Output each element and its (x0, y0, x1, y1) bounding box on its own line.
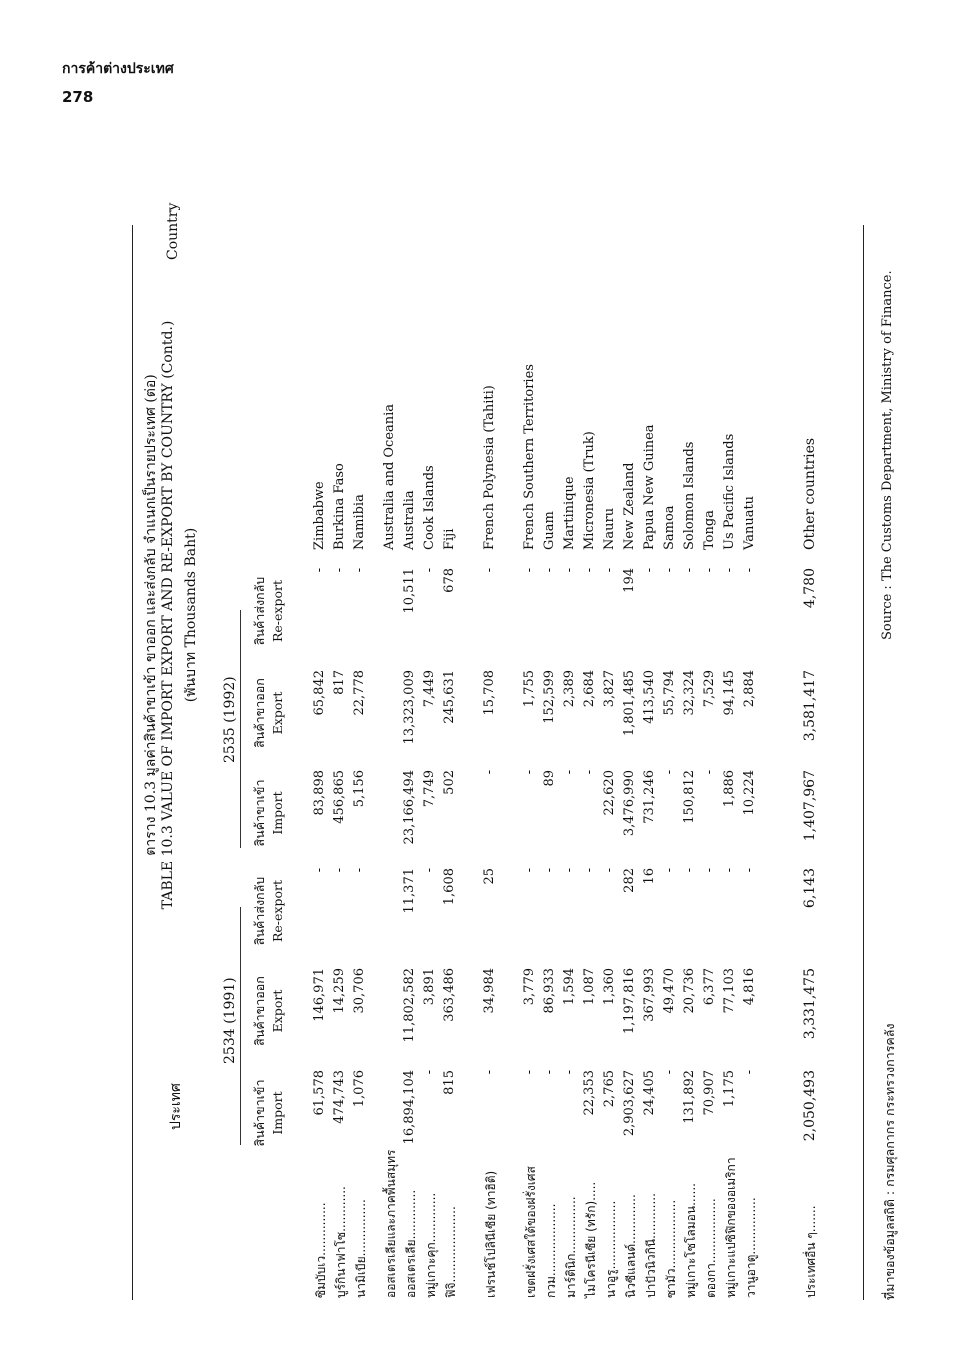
source-thai: ที่มาของข้อมูลสถิติ : กรมศุลกากร กระทรวงการคลัง (882, 1023, 897, 1300)
row-country-thai: ประเทศอื่น ๆ....... (804, 1205, 818, 1298)
row-value: 474,743 (332, 1070, 347, 1124)
row-value: 1,407,967 (802, 770, 818, 842)
row-value: 413,540 (642, 670, 657, 724)
row-country-english: Cook Islands (422, 465, 437, 550)
row-value: - (642, 568, 657, 573)
year-rule-1991 (240, 907, 241, 1145)
row-value: - (682, 568, 697, 573)
row-value: - (582, 770, 597, 775)
row-value: 282 (622, 868, 637, 893)
row-country-thai: หมู่เกาะคุก............. (424, 1192, 438, 1298)
row-value: 4,780 (802, 568, 818, 609)
row-value: - (662, 770, 677, 775)
row-value: 14,259 (332, 968, 347, 1014)
page-header-title: การค้าต่างประเทศ (62, 61, 174, 77)
row-value: 23,166,494 (402, 770, 417, 845)
row-value: - (422, 868, 437, 873)
row-value: 815 (442, 1070, 457, 1095)
row-country-english: Namibia (352, 494, 367, 550)
row-country-english: Australia (402, 490, 417, 550)
row-value: - (522, 568, 537, 573)
table-caption-english: TABLE 10.3 VALUE OF IMPORT EXPORT AND RE-EXPORT BY COUNTRY (Contd.) (160, 320, 176, 910)
row-country-english: Solomon Islands (682, 441, 697, 550)
row-country-english: French Southern Territories (522, 364, 537, 550)
row-country-thai: ตองกา................. (704, 1198, 718, 1298)
row-value: 49,470 (662, 968, 677, 1014)
row-value: 34,984 (482, 968, 497, 1014)
row-value: 10,511 (402, 568, 417, 614)
table-row (442, 0, 462, 1300)
row-value: - (522, 770, 537, 775)
row-value: 194 (622, 568, 637, 593)
row-country-english: Tonga (702, 510, 717, 550)
row-value: 456,865 (332, 770, 347, 824)
row-value: 1,087 (582, 968, 597, 1006)
row-value: 502 (442, 770, 457, 795)
row-country-thai: นิวซีแลนด์............. (624, 1194, 638, 1298)
row-value: 678 (442, 568, 457, 593)
row-value: 367,993 (642, 968, 657, 1022)
row-value: 2,884 (742, 670, 757, 708)
table-row (312, 0, 332, 1300)
row-value: 731,246 (642, 770, 657, 824)
row-value: 1,076 (352, 1070, 367, 1108)
row-country-english: Guam (542, 511, 557, 550)
row-value: 15,708 (482, 670, 497, 716)
row-value: 86,933 (542, 968, 557, 1014)
column-header-english: Export (270, 989, 285, 1033)
year-header-1992: 2535 (1992) (222, 676, 238, 763)
country-header-thai: ประเทศ (168, 1083, 184, 1130)
row-country-thai: ออสเตรเลียและภาคพื้นสมุทร (384, 1149, 398, 1298)
row-value: 1,360 (602, 968, 617, 1006)
row-value: 146,971 (312, 968, 327, 1022)
table-row (402, 0, 422, 1300)
row-value: 1,886 (722, 770, 737, 808)
row-value: 24,405 (642, 1070, 657, 1116)
column-header-thai: สินค้าขาออก (252, 976, 267, 1046)
row-value: - (582, 568, 597, 573)
row-value: - (662, 868, 677, 873)
page-number: 278 (62, 88, 94, 106)
row-value: - (722, 568, 737, 573)
row-value: - (352, 868, 367, 873)
row-value: 6,143 (802, 868, 818, 909)
table-row (422, 0, 442, 1300)
row-country-english: Samoa (662, 505, 677, 550)
row-value: - (422, 568, 437, 573)
row-value: 245,631 (442, 670, 457, 724)
row-value: - (702, 868, 717, 873)
column-header-thai: สินค้าขาเข้า (252, 1079, 267, 1147)
column-header (250, 768, 285, 858)
row-country-english: Nauru (602, 507, 617, 550)
row-value: 7,449 (422, 670, 437, 708)
row-country-english: Burkina Faso (332, 463, 347, 550)
table-row (582, 0, 602, 1300)
row-value: - (662, 1070, 677, 1075)
row-value: 1,608 (442, 868, 457, 906)
table-row (742, 0, 762, 1300)
row-country-english: Papua New Guinea (642, 424, 657, 550)
row-value: 150,812 (682, 770, 697, 824)
row-country-english: Zimbabwe (312, 481, 327, 550)
row-country-thai: วานูอาตู............... (744, 1197, 758, 1298)
table-row (562, 0, 582, 1300)
table-bottom-rule (863, 225, 864, 1300)
row-value: 22,620 (602, 770, 617, 816)
row-value: - (482, 770, 497, 775)
row-value: 10,224 (742, 770, 757, 816)
row-value: 55,794 (662, 670, 677, 716)
row-country-thai: นามิเบีย............... (354, 1199, 368, 1298)
row-value: 2,765 (602, 1070, 617, 1108)
table-row (522, 0, 542, 1300)
source-english: Source : The Customs Department, Ministry of Finance. (880, 270, 895, 640)
row-country-thai: มาร์ตินิก............... (564, 1196, 578, 1298)
row-value: 22,353 (582, 1070, 597, 1116)
row-country-thai: ออสเตรเลีย............. (404, 1189, 418, 1298)
row-country-thai: เฟรนช์โปลินีเซีย (ทาฮิติ) (484, 1170, 498, 1298)
row-value: - (662, 568, 677, 573)
row-value: 1,175 (722, 1070, 737, 1108)
row-value: 1,594 (562, 968, 577, 1006)
row-value: 65,842 (312, 670, 327, 716)
row-country-english: Martinique (562, 476, 577, 550)
row-value: - (422, 1070, 437, 1075)
row-value: 7,529 (702, 670, 717, 708)
row-value: 22,778 (352, 670, 367, 716)
row-value: - (742, 868, 757, 873)
row-value: - (742, 568, 757, 573)
row-value: 83,898 (312, 770, 327, 816)
row-country-thai: ไมโครนีเซีย (ทรัก)..... (584, 1181, 598, 1298)
row-value: 16 (642, 868, 657, 885)
row-value: 6,377 (702, 968, 717, 1006)
row-value: - (682, 868, 697, 873)
table-row (662, 0, 682, 1300)
table-caption-thai: ตาราง 10.3 มูลค่าสินค้าขาเข้า ขาออก และส่งกลับ จำแนกเป็นรายประเทศ (ต่อ) (143, 374, 159, 856)
rotated-table (110, 0, 897, 1300)
year-header-1991: 2534 (1991) (222, 977, 238, 1064)
row-country-english: French Polynesia (Tahiti) (482, 385, 497, 550)
row-value: 1,801,485 (622, 670, 637, 737)
column-header (250, 866, 285, 956)
row-value: 3,331,475 (802, 968, 818, 1040)
row-value: 2,684 (582, 670, 597, 708)
column-header (250, 966, 285, 1056)
row-value: 89 (542, 770, 557, 787)
table-row (382, 0, 402, 1300)
row-value: 4,816 (742, 968, 757, 1006)
row-country-thai: ซิมบับเว.............. (314, 1202, 328, 1298)
column-header (250, 668, 285, 758)
row-value: - (722, 868, 737, 873)
column-header (250, 1068, 285, 1158)
row-value: 3,581,417 (802, 670, 818, 742)
row-value: 25 (482, 868, 497, 885)
table-row (642, 0, 662, 1300)
row-country-thai: หมู่เกาะโซโลมอน...... (684, 1183, 698, 1298)
table-row (702, 0, 722, 1300)
row-value: - (702, 770, 717, 775)
column-header-english: Re-export (270, 580, 285, 643)
column-header-thai: สินค้าขาเข้า (252, 779, 267, 847)
row-country-english: Fiji (442, 528, 457, 550)
row-value: 1,755 (522, 670, 537, 708)
row-value: - (332, 568, 347, 573)
row-value: 32,324 (682, 670, 697, 716)
row-value: 7,749 (422, 770, 437, 808)
row-value: - (312, 868, 327, 873)
table-row (482, 0, 502, 1300)
column-header (250, 566, 285, 656)
row-value: - (562, 1070, 577, 1075)
row-value: 11,802,582 (402, 968, 417, 1043)
table-unit: (พันบาท Thousands Baht) (183, 527, 199, 703)
row-value: 3,891 (422, 968, 437, 1006)
row-value: - (602, 568, 617, 573)
row-value: 3,779 (522, 968, 537, 1006)
row-value: 152,599 (542, 670, 557, 724)
row-value: 2,389 (562, 670, 577, 708)
column-header-english: Export (270, 691, 285, 735)
column-header-english: Import (270, 1091, 285, 1135)
row-country-thai: ซามัว.................. (664, 1199, 678, 1298)
table-row (622, 0, 642, 1300)
row-value: - (352, 568, 367, 573)
row-value: - (542, 868, 557, 873)
row-country-thai: บูร์กินาฟาโซ............ (334, 1186, 348, 1298)
row-value: 30,706 (352, 968, 367, 1014)
row-value: - (562, 568, 577, 573)
row-value: 5,156 (352, 770, 367, 808)
row-value: 11,371 (402, 868, 417, 914)
row-value: 817 (332, 670, 347, 695)
row-value: - (562, 868, 577, 873)
row-value: - (602, 868, 617, 873)
row-value: 2,903,627 (622, 1070, 637, 1137)
column-header-thai: สินค้าขาออก (252, 678, 267, 748)
column-header-thai: สินค้าส่งกลับ (252, 576, 267, 646)
row-country-thai: ฟิจิ.................... (444, 1206, 458, 1298)
row-value: - (542, 1070, 557, 1075)
row-value: - (542, 568, 557, 573)
table-row (332, 0, 352, 1300)
table-row (802, 0, 822, 1300)
table-row (722, 0, 742, 1300)
row-country-thai: หมู่เกาะแปซิฟิกของอเมริกา (724, 1157, 738, 1298)
row-value: 131,892 (682, 1070, 697, 1124)
row-value: 20,736 (682, 968, 697, 1014)
row-country-english: Vanuatu (742, 495, 757, 550)
table-top-rule (132, 225, 133, 1300)
row-value: 3,476,990 (622, 770, 637, 837)
row-value: - (312, 568, 327, 573)
row-value: - (522, 868, 537, 873)
row-country-thai: ปาปัวนิวกินี............ (644, 1193, 658, 1298)
country-header-english: Country (165, 202, 181, 260)
row-value: - (742, 1070, 757, 1075)
row-value: - (482, 568, 497, 573)
row-country-thai: กวม................... (544, 1203, 558, 1298)
table-row (542, 0, 562, 1300)
column-header-thai: สินค้าส่งกลับ (252, 876, 267, 946)
row-value: 1,197,816 (622, 968, 637, 1035)
row-country-english: Micronesia (Truk) (582, 431, 597, 550)
row-value: - (482, 1070, 497, 1075)
row-value: 3,827 (602, 670, 617, 708)
column-header-english: Re-export (270, 880, 285, 943)
row-value: 77,103 (722, 968, 737, 1014)
row-value: 70,907 (702, 1070, 717, 1116)
row-country-english: Other countries (802, 437, 818, 550)
column-header-english: Import (270, 791, 285, 835)
row-value: - (582, 868, 597, 873)
table-row (682, 0, 702, 1300)
row-value: 13,323,009 (402, 670, 417, 745)
row-country-english: Australia and Oceania (382, 403, 397, 550)
table-row (602, 0, 622, 1300)
row-country-thai: นาอูรู.................. (604, 1200, 618, 1298)
row-value: - (332, 868, 347, 873)
row-country-english: Us Pacific Islands (722, 433, 737, 550)
row-value: - (702, 568, 717, 573)
row-value: 16,894,104 (402, 1070, 417, 1145)
table-row (352, 0, 372, 1300)
row-country-english: New Zealand (622, 462, 637, 550)
row-value: - (522, 1070, 537, 1075)
row-value: 2,050,493 (802, 1070, 818, 1142)
row-value: 363,486 (442, 968, 457, 1022)
year-rule-1992 (240, 610, 241, 848)
row-country-thai: เขตฝรั่งเศสใต้ของฝรั่งเศส (524, 1166, 538, 1298)
row-value: 61,578 (312, 1070, 327, 1116)
row-value: 94,145 (722, 670, 737, 716)
row-value: - (562, 770, 577, 775)
